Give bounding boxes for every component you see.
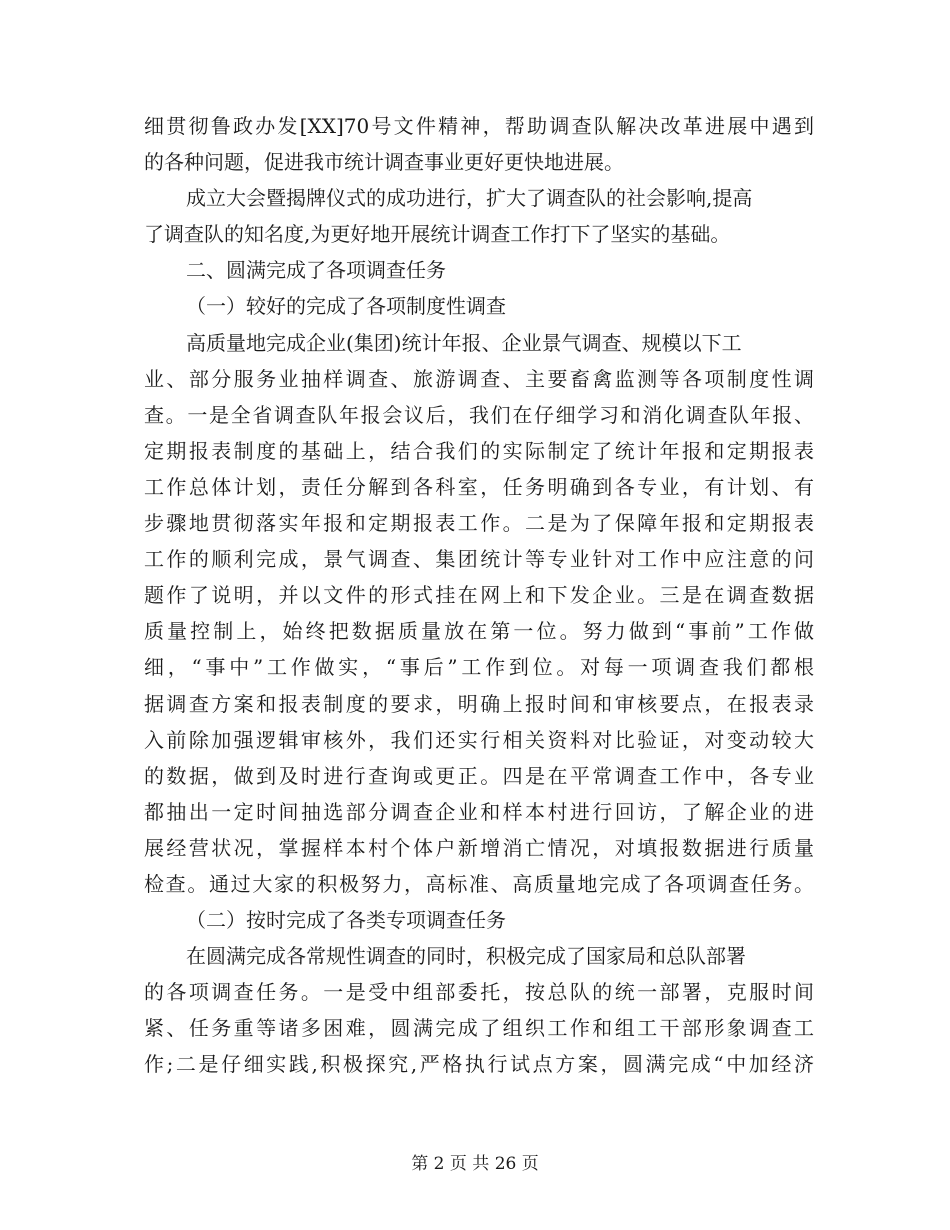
text-line: 的各种问题，促进我市统计调查事业更好更快地进展。 bbox=[144, 150, 624, 175]
text-line: 成立大会暨揭牌仪式的成功进行，扩大了调查队的社会影响,提高 bbox=[186, 186, 753, 211]
text-line: 质量控制上，始终把数据质量放在第一位。努力做到“事前”工作做 bbox=[144, 619, 814, 644]
text-line: 步骤地贯彻落实年报和定期报表工作。二是为了保障年报和定期报表 bbox=[144, 511, 814, 536]
text-line: 的数据，做到及时进行查询或更正。四是在平常调查工作中，各专业 bbox=[144, 763, 814, 788]
page-footer bbox=[0, 1152, 950, 1176]
text-line: 都抽出一定时间抽选部分调查企业和样本村进行回访，了解企业的进 bbox=[144, 799, 814, 824]
text-line: 工作的顺利完成，景气调查、集团统计等专业针对工作中应注意的问 bbox=[144, 547, 814, 572]
text-line: 细贯彻鲁政办发[XX]70号文件精神，帮助调查队解决改革进展中遇到 bbox=[144, 114, 814, 138]
text-line: 作;二是仔细实践,积极探究,严格执行试点方案，圆满完成“中加经济 bbox=[144, 1052, 814, 1077]
text-line: 高质量地完成企业(集团)统计年报、企业景气调查、规模以下工 bbox=[186, 330, 742, 355]
text-line: 查。一是全省调查队年报会议后，我们在仔细学习和消化调查队年报、 bbox=[144, 402, 814, 427]
footer-prefix: 第 bbox=[411, 1154, 429, 1174]
text-line: 工作总体计划，责任分解到各科室，任务明确到各专业，有计划、有 bbox=[144, 474, 814, 499]
text-line: （一）较好的完成了各项制度性调查 bbox=[186, 294, 506, 319]
text-line: 紧、任务重等诸多困难，圆满完成了组织工作和组工干部形象调查工 bbox=[144, 1016, 814, 1041]
text-line: （二）按时完成了各类专项调查任务 bbox=[186, 908, 506, 933]
footer-middle: 页 共 bbox=[449, 1154, 490, 1174]
text-line: 入前除加强逻辑审核外，我们还实行相关资料对比验证，对变动较大 bbox=[144, 727, 814, 752]
text-line: 细，“事中”工作做实，“事后”工作到位。对每一项调查我们都根 bbox=[144, 655, 814, 680]
footer-current-page: 2 bbox=[433, 1154, 445, 1174]
text-line: 二、圆满完成了各项调查任务 bbox=[186, 258, 446, 283]
text-line: 检查。通过大家的积极努力，高标准、高质量地完成了各项调查任务。 bbox=[144, 871, 814, 896]
text-line: 了调查队的知名度,为更好地开展统计调查工作打下了坚实的基础。 bbox=[144, 222, 731, 247]
text-line: 的各项调查任务。一是受中组部委托，按总队的统一部署，克服时间 bbox=[144, 980, 814, 1005]
text-line: 据调查方案和报表制度的要求，明确上报时间和审核要点，在报表录 bbox=[144, 691, 814, 716]
text-line: 题作了说明，并以文件的形式挂在网上和下发企业。三是在调查数据 bbox=[144, 583, 814, 608]
text-line: 在圆满完成各常规性调查的同时，积极完成了国家局和总队部署 bbox=[186, 944, 746, 969]
document-body bbox=[144, 108, 814, 1083]
footer-suffix: 页 bbox=[521, 1154, 539, 1174]
footer-total-pages: 26 bbox=[494, 1154, 517, 1174]
text-line: 业、部分服务业抽样调查、旅游调查、主要畜禽监测等各项制度性调 bbox=[144, 366, 814, 391]
text-line: 定期报表制度的基础上，结合我们的实际制定了统计年报和定期报表 bbox=[144, 438, 814, 463]
text-line: 展经营状况，掌握样本村个体户新增消亡情况，对填报数据进行质量 bbox=[144, 835, 814, 860]
